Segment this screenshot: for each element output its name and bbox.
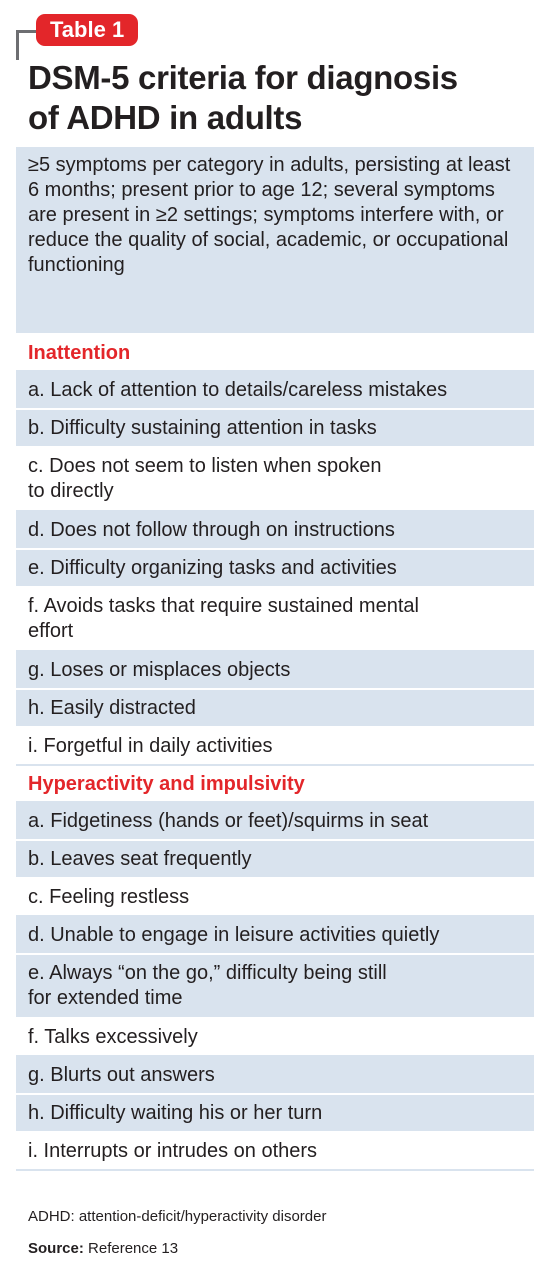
- table-row: [16, 955, 534, 1019]
- table-row: [16, 803, 534, 841]
- table-row: [16, 879, 534, 917]
- criterion-text: h. Easily distracted: [28, 697, 196, 719]
- section-heading-hyperactivity: Hyperactivity and impulsivity: [16, 766, 534, 803]
- table-row: [16, 448, 534, 512]
- table-row: [16, 652, 534, 690]
- table-title: DSM-5 criteria for diagnosis of ADHD in adults: [28, 59, 458, 136]
- table-row: [16, 690, 534, 728]
- criterion-text: a. Fidgetiness (hands or feet)/squirms in seat: [28, 810, 429, 832]
- criterion-text: i. Forgetful in daily activities: [28, 735, 273, 757]
- criterion-text: e. Difficulty organizing tasks and activities: [28, 557, 397, 579]
- intro-row: [16, 147, 534, 335]
- intro-text: ≥5 symptoms per category in adults, persisting at least 6 months; present prior to age 12; several symptoms are present in ≥2 settings; symptoms interfere with, or reduce the quality of social, academic, or occupational functioning: [28, 154, 511, 276]
- criterion-text: d. Does not follow through on instructions: [28, 519, 395, 541]
- corner-bracket-decoration: [16, 30, 19, 60]
- criterion-text: a. Lack of attention to details/careless mistakes: [28, 379, 448, 401]
- source-label: Source:: [28, 1240, 84, 1257]
- criteria-table: [16, 147, 534, 1171]
- table-row: [16, 550, 534, 588]
- footnote: ADHD: attention-deficit/hyperactivity disorder: [28, 1208, 327, 1225]
- table-row: [16, 512, 534, 550]
- criterion-text: f. Avoids tasks that require sustained mental effort: [28, 595, 419, 642]
- criterion-text: h. Difficulty waiting his or her turn: [28, 1102, 323, 1124]
- criterion-text: i. Interrupts or intrudes on others: [28, 1140, 318, 1162]
- criterion-text: c. Does not seem to listen when spoken to directly: [28, 455, 382, 502]
- criterion-text: d. Unable to engage in leisure activities quietly: [28, 924, 440, 946]
- criterion-text: f. Talks excessively: [28, 1026, 198, 1048]
- table-row: [16, 1019, 534, 1057]
- table-row: [16, 841, 534, 879]
- source-line: [28, 1240, 178, 1257]
- criterion-text: g. Loses or misplaces objects: [28, 659, 291, 681]
- criterion-text: c. Feeling restless: [28, 886, 190, 908]
- criterion-text: b. Leaves seat frequently: [28, 848, 252, 870]
- table-row: [16, 1133, 534, 1171]
- criterion-text: b. Difficulty sustaining attention in tasks: [28, 417, 377, 439]
- table-row: [16, 917, 534, 955]
- table-row: [16, 728, 534, 766]
- table-row: [16, 588, 534, 652]
- table-row: [16, 1057, 534, 1095]
- criterion-text: g. Blurts out answers: [28, 1064, 215, 1086]
- source-text: Reference 13: [88, 1240, 179, 1257]
- criterion-text: e. Always “on the go,” difficulty being still for extended time: [28, 962, 387, 1009]
- table-row: [16, 372, 534, 410]
- table-badge: Table 1: [36, 14, 138, 46]
- table-row: [16, 410, 534, 448]
- table-row: [16, 1095, 534, 1133]
- section-heading-inattention: Inattention: [16, 335, 534, 372]
